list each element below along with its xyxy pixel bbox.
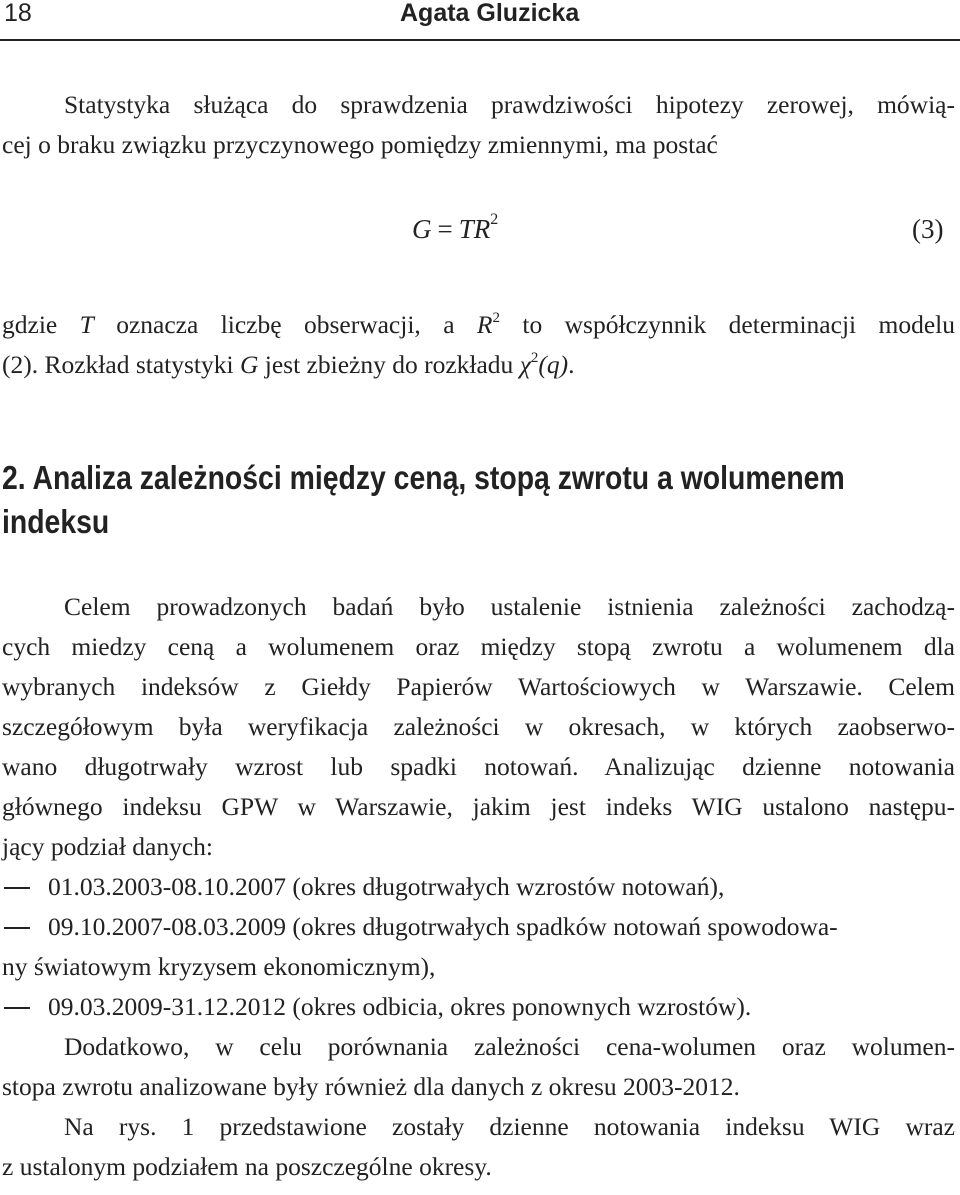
page-number: 18 bbox=[4, 0, 32, 27]
formula-3 bbox=[412, 211, 499, 245]
list-item-text: 01.03.2003-08.10.2007 (okres długotrwałych wzrostów notowań), bbox=[48, 872, 725, 901]
formula-rhs: TR bbox=[458, 214, 491, 244]
text-span: (2). Rozkład statystyki bbox=[2, 350, 240, 379]
dash-bullet-icon bbox=[4, 887, 30, 889]
symbol-T: T bbox=[79, 310, 94, 339]
explanation-line-2 bbox=[2, 346, 575, 388]
list-item bbox=[4, 908, 955, 946]
symbol-chi: χ bbox=[519, 350, 531, 379]
text-span: gdzie bbox=[2, 310, 80, 339]
body-line: cych miedzy ceną a wolumenem oraz między stopą zwrotu a wolumenem dla bbox=[2, 632, 955, 661]
body-line: Na rys. 1 przedstawione zostały dzienne notowania indeksu WIG wraz bbox=[64, 1112, 955, 1141]
text-span: to współczynnik determinacji modelu bbox=[500, 310, 955, 339]
header-rule bbox=[0, 39, 960, 41]
body-line: Celem prowadzonych badań było ustalenie istnienia zależności zachodzą- bbox=[64, 592, 955, 621]
text-span: oznacza liczbę obserwacji, a bbox=[93, 310, 477, 339]
body-line: Dodatkowo, w celu porównania zależności cena-wolumen oraz wolumen- bbox=[64, 1032, 955, 1061]
body-line: jący podział danych: bbox=[2, 832, 213, 861]
text-span: jest zbieżny do rozkładu bbox=[258, 350, 520, 379]
section-heading-line-2: indeksu bbox=[2, 503, 110, 540]
symbol-R: R bbox=[476, 310, 493, 339]
formula-exponent: 2 bbox=[490, 211, 499, 228]
running-head-author: Agata Gluzicka bbox=[400, 0, 580, 27]
symbol-q: (q) bbox=[538, 350, 569, 379]
section-heading-line-1: 2. Analiza zależności między ceną, stopą zwrotu a wolumenem bbox=[2, 459, 845, 496]
formula-equals: = bbox=[437, 214, 453, 244]
intro-line-2: cej o braku związku przyczynowego pomiędzy zmiennymi, ma postać bbox=[2, 130, 718, 159]
list-item-continuation: ny światowym kryzysem ekonomicznym), bbox=[2, 952, 436, 981]
list-item bbox=[4, 988, 751, 1026]
list-item bbox=[4, 868, 724, 906]
explanation-line-1 bbox=[2, 306, 955, 348]
body-line: głównego indeksu GPW w Warszawie, jakim jest indeks WIG ustalono następu- bbox=[2, 792, 955, 821]
text-span: . bbox=[568, 350, 575, 379]
dash-bullet-icon bbox=[4, 1007, 30, 1009]
body-line: stopa zwrotu analizowane były również dla danych z okresu 2003-2012. bbox=[2, 1072, 740, 1101]
dash-bullet-icon bbox=[4, 927, 30, 929]
list-item-text: 09.10.2007-08.03.2009 (okres długotrwałych spadków notowań spowodowa- bbox=[48, 912, 838, 941]
body-line: wybranych indeksów z Giełdy Papierów Wartościowych w Warszawie. Celem bbox=[2, 672, 955, 701]
body-line: wano długotrwały wzrost lub spadki notowań. Analizując dzienne notowania bbox=[2, 752, 955, 781]
formula-lhs: G bbox=[412, 214, 432, 244]
symbol-G: G bbox=[239, 350, 259, 379]
body-line: szczegółowym była weryfikacja zależności w okresach, w których zaobserwo- bbox=[2, 712, 955, 741]
page-header bbox=[0, 0, 960, 42]
equation-number: (3) bbox=[912, 214, 944, 244]
intro-line-1: Statystyka służąca do sprawdzenia prawdziwości hipotezy zerowej, mówią- bbox=[64, 90, 955, 119]
superscript: 2 bbox=[530, 350, 539, 366]
body-line: z ustalonym podziałem na poszczególne okresy. bbox=[2, 1152, 492, 1181]
list-item-text: 09.03.2009-31.12.2012 (okres odbicia, okres ponownych wzrostów). bbox=[48, 992, 752, 1021]
superscript: 2 bbox=[492, 310, 500, 326]
